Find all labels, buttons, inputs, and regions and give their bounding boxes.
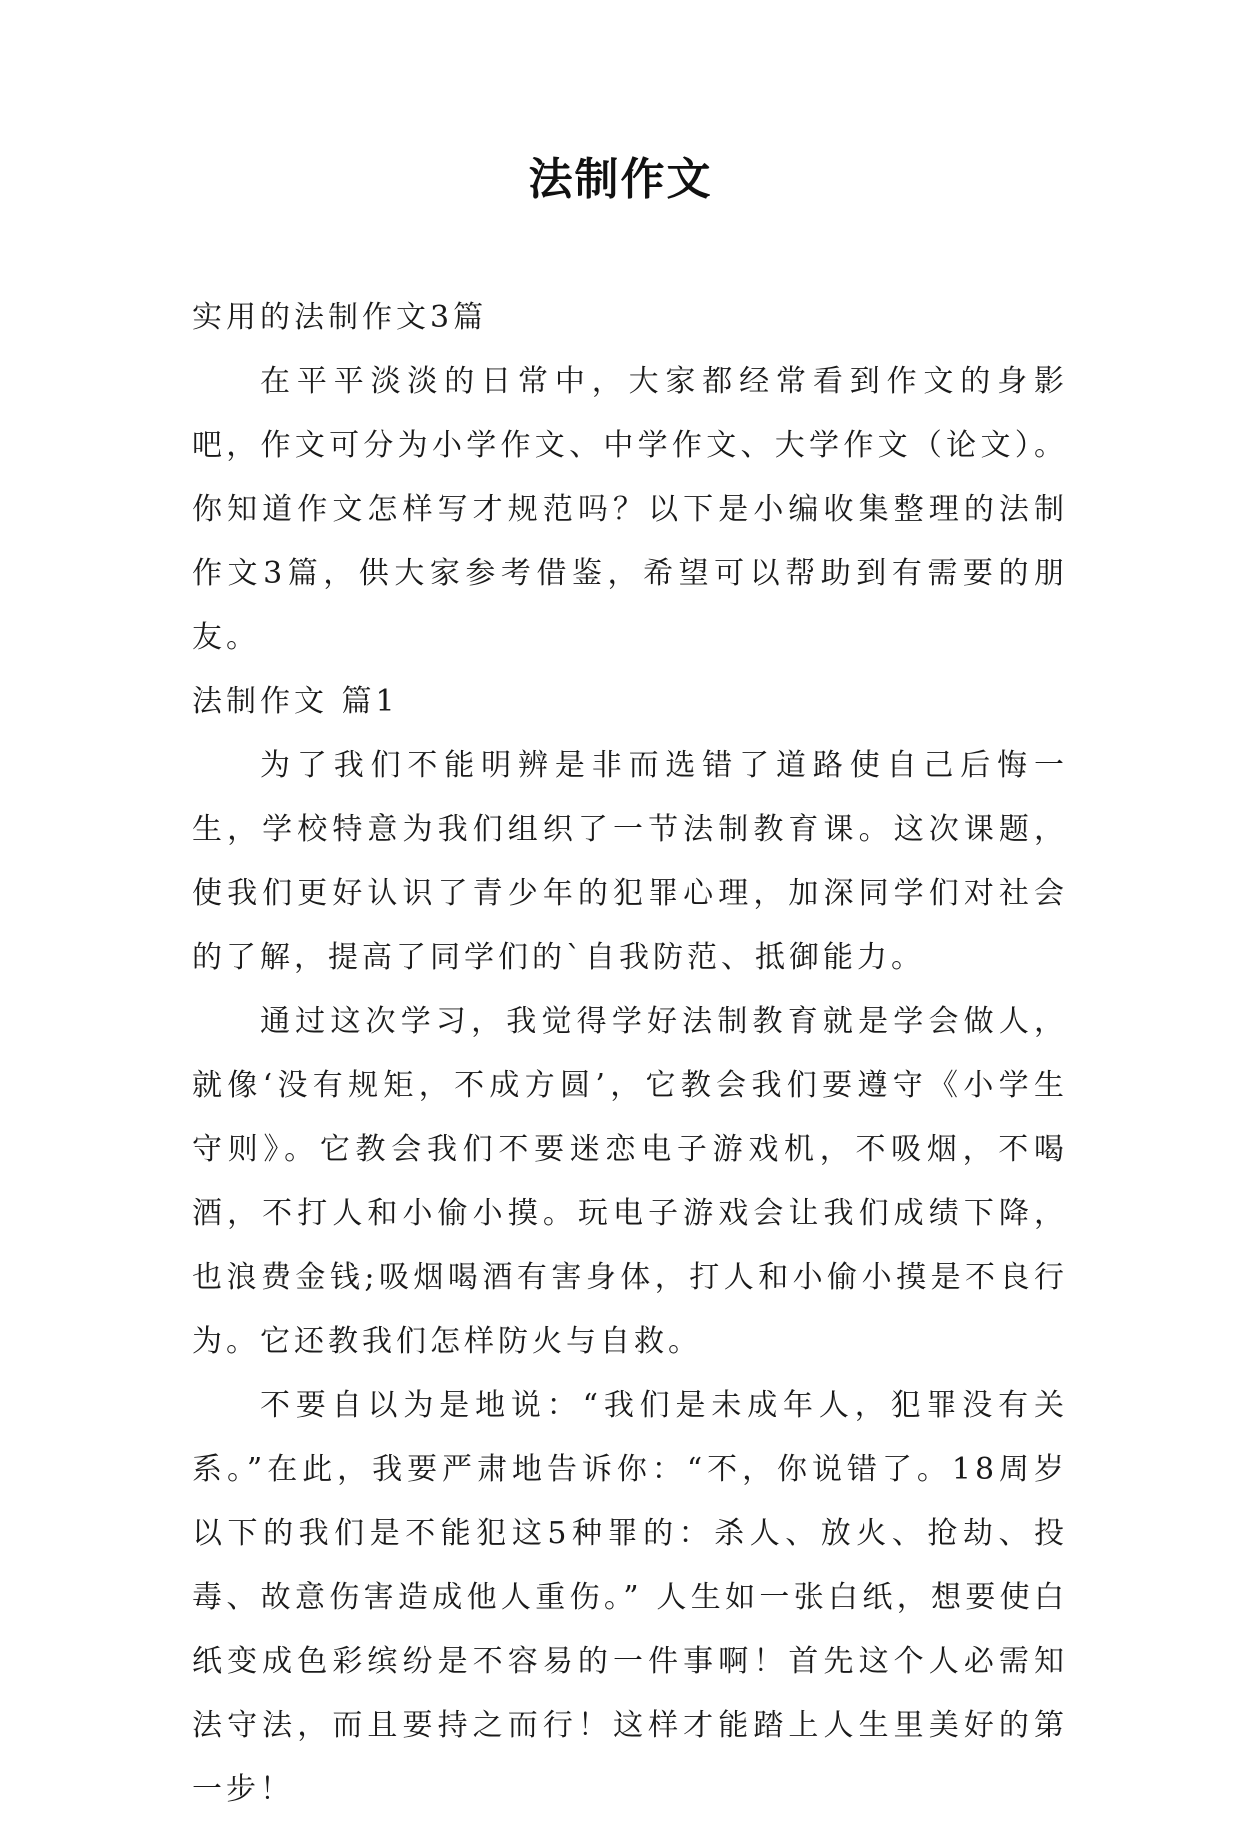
body-paragraph: 通过这次学习，我觉得学好法制教育就是学会做人，就像‘没有规矩，不成方圆’，它教会我们要遵守《小学生守则》。它教会我们不要迷恋电子游戏机，不吸烟，不喝酒，不打人和小偷小摸。玩电子游戏会让我们成绩下降，也浪费金钱;吸烟喝酒有害身体，打人和小偷小摸是不良行为。它还教我们怎样防火与自救。 [192, 1004, 1068, 1359]
intro-paragraph: 在平平淡淡的日常中，大家都经常看到作文的身影吧，作文可分为小学作文、中学作文、大学作文（论文）。你知道作文怎样写才规范吗？以下是小编收集整理的法制作文3篇，供大家参考借鉴，希望可以帮助到有需要的朋友。 [192, 364, 1068, 655]
body-paragraph: 不要自以为是地说：“我们是未成年人，犯罪没有关系。”在此，我要严肃地告诉你：“不，你说错了。18周岁以下的我们是不能犯这5种罪的：杀人、放火、抢劫、投毒、故意伤害造成他人重伤。” 人生如一张白纸，想要使白纸变成色彩缤纷是不容易的一件事啊！首先这个人必需知法守法，而且要持之而行！这样才能踏上人生里美好的第一步！ [192, 1388, 1068, 1807]
section-heading: 法制作文 篇1 [192, 684, 399, 719]
document-title: 法制作文 [528, 154, 713, 205]
body-paragraph: 为了我们不能明辨是非而选错了道路使自己后悔一生，学校特意为我们组织了一节法制教育课。这次课题，使我们更好认识了青少年的犯罪心理，加深同学们对社会的了解，提高了同学们的`自我防范、抵御能力。 [192, 748, 1068, 975]
document-subtitle: 实用的法制作文3篇 [192, 300, 488, 335]
document-body [192, 286, 1068, 1822]
